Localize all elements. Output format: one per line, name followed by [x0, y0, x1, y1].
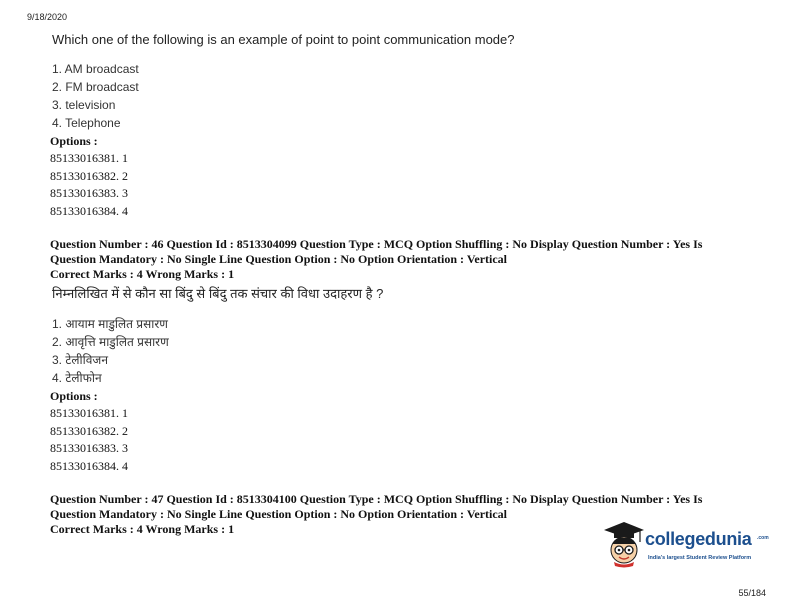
option-item: 85133016381. 1 — [50, 151, 128, 165]
option-item: 85133016384. 4 — [50, 203, 128, 218]
brand-tagline: India's largest Student Review Platform — [648, 555, 752, 561]
brand-suffix: .com — [757, 535, 769, 541]
question-meta-line: Question Mandatory : No Single Line Question Option : No Option Orientation : Vertical — [50, 252, 508, 266]
question-meta — [50, 237, 702, 282]
option-item: 85133016384. 4 — [50, 458, 128, 473]
choice-item: 3. टेलीविजन — [52, 353, 108, 367]
print-date: 9/18/2020 — [27, 12, 68, 22]
question-marks: Correct Marks : 4 Wrong Marks : 1 — [50, 522, 235, 536]
options-list — [50, 405, 128, 475]
question-text-hindi: निम्नलिखित में से कौन सा बिंदु से बिंदु तक संचार की विधा उदाहरण है ? — [52, 286, 384, 301]
choice-item: 2. आवृत्ति माडुलित प्रसारण — [52, 335, 169, 349]
choice-list — [52, 60, 139, 132]
question-meta-line: Question Mandatory : No Single Line Question Option : No Option Orientation : Vertical — [50, 507, 508, 521]
options-label: Options : — [50, 134, 98, 148]
brand-name: collegedunia — [645, 529, 752, 549]
options-label: Options : — [50, 389, 98, 403]
choice-item: 1. आयाम माडुलित प्रसारण — [52, 317, 168, 331]
choice-item: 2. FM broadcast — [52, 80, 139, 94]
question-meta-line: Question Number : 46 Question Id : 8513304099 Question Type : MCQ Option Shuffling : No Display Question Number : Yes Is — [50, 237, 703, 251]
options-list — [50, 150, 128, 220]
option-item: 85133016381. 1 — [50, 406, 128, 420]
option-item: 85133016383. 3 — [50, 441, 128, 455]
choice-item: 4. Telephone — [52, 116, 121, 130]
option-item: 85133016382. 2 — [50, 168, 128, 183]
mascot-logo-icon — [600, 520, 646, 568]
question-meta-line: Question Number : 47 Question Id : 8513304100 Question Type : MCQ Option Shuffling : No Display Question Number : Yes Is — [50, 492, 703, 506]
option-item: 85133016383. 3 — [50, 186, 128, 200]
choice-item: 4. टेलीफोन — [52, 371, 102, 385]
page-number: 55/184 — [738, 588, 766, 598]
choice-list — [52, 315, 169, 387]
question-marks: Correct Marks : 4 Wrong Marks : 1 — [50, 267, 235, 281]
question-text: Which one of the following is an example of point to point communication mode? — [52, 32, 515, 47]
option-item: 85133016382. 2 — [50, 423, 128, 438]
choice-item: 1. AM broadcast — [52, 62, 139, 76]
choice-item: 3. television — [52, 98, 116, 112]
